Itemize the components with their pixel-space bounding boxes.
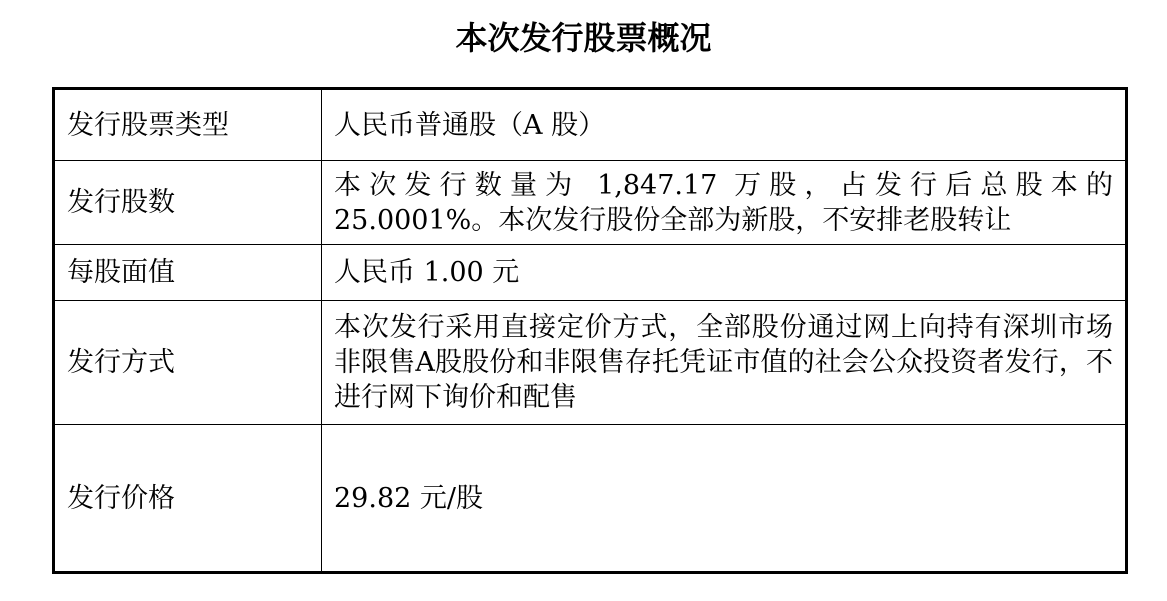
table-row (54, 425, 1127, 573)
row-value-share-type: 人民币普通股（A 股） (322, 89, 1127, 161)
row-value-issue-method: 本次发行采用直接定价方式，全部股份通过网上向持有深圳市场非限售A股股份和非限售存托凭证市值的社会公众投资者发行，不进行网下询价和配售 (322, 301, 1127, 425)
table-row (54, 301, 1127, 425)
table-row (54, 89, 1127, 161)
row-label-share-type: 发行股票类型 (54, 89, 322, 161)
row-value-issue-price: 29.82 元/股 (322, 425, 1127, 573)
offering-summary-table (52, 87, 1128, 574)
row-value-par-value: 人民币 1.00 元 (322, 245, 1127, 301)
row-label-issue-method: 发行方式 (54, 301, 322, 425)
document-title: 本次发行股票概况 (455, 19, 712, 57)
row-label-issue-price: 发行价格 (54, 425, 322, 573)
table-row (54, 245, 1127, 301)
row-label-par-value: 每股面值 (54, 245, 322, 301)
row-label-share-count: 发行股数 (54, 161, 322, 245)
table-row (54, 161, 1127, 245)
row-value-share-count: 本次发行数量为 1,847.17 万股，占发行后总股本的 25.0001%。本次发行股份全部为新股，不安排老股转让 (322, 161, 1127, 245)
